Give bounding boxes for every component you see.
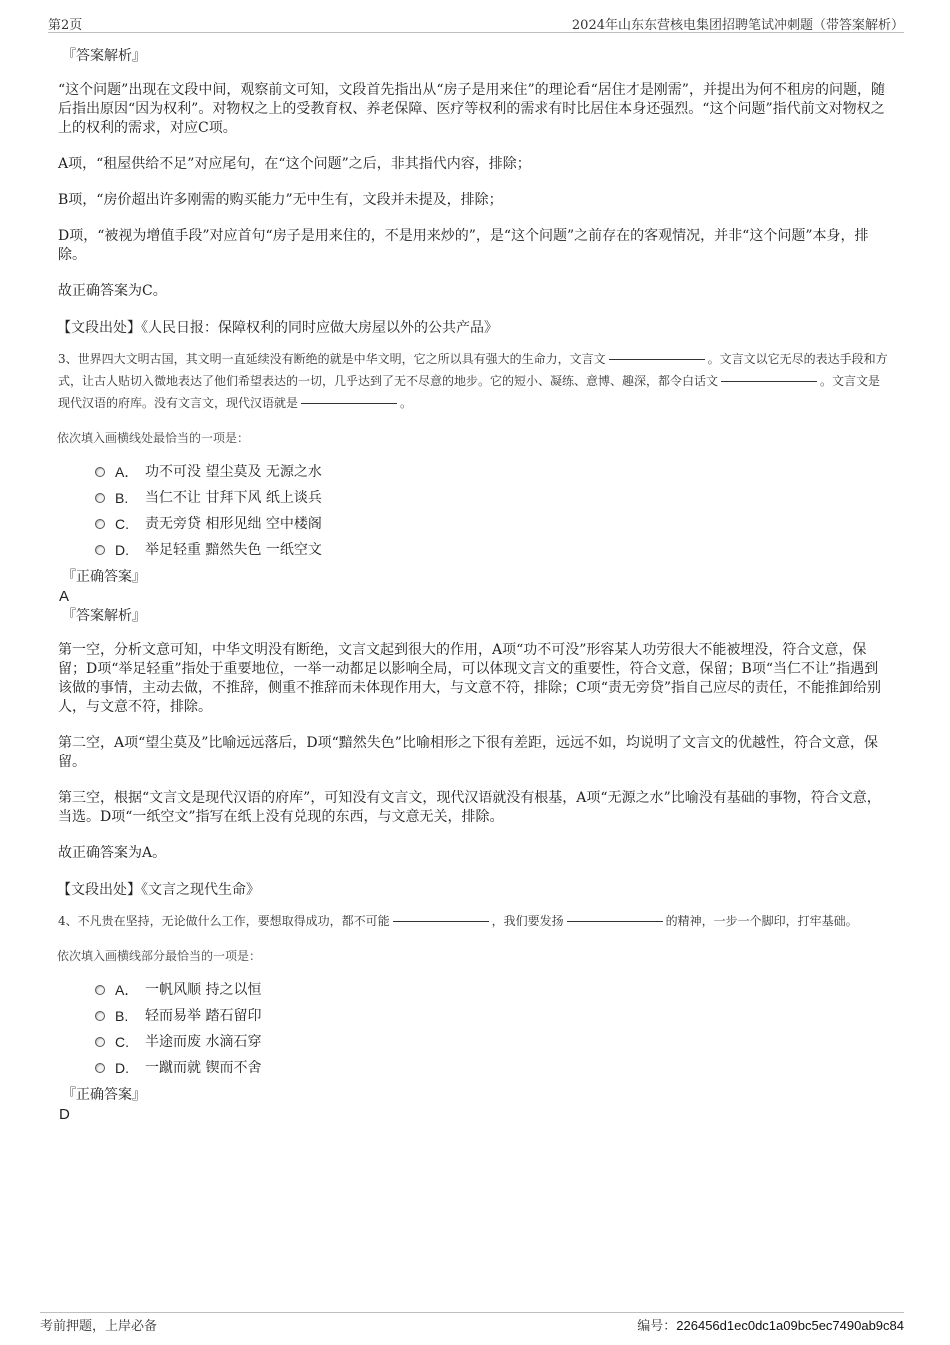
radio-button[interactable] — [95, 545, 105, 555]
radio-button[interactable] — [95, 985, 105, 995]
analysis-paragraph: 故正确答案为A。 — [58, 845, 167, 861]
option-c[interactable]: C. 责无旁贷 相形见绌 空中楼阁 — [95, 511, 892, 537]
option-a[interactable]: A． 一帆风顺 持之以恒 — [95, 977, 892, 1003]
text-source: 【文段出处】《人民日报：保障权利的同时应做大房屋以外的公共产品》 — [57, 320, 498, 336]
radio-button[interactable] — [95, 1037, 105, 1047]
analysis-label: 『答案解析』 — [62, 48, 146, 64]
question-4-text: 4、不凡贵在坚持，无论做什么工作，要想取得成功，都不可能 ，我们要发扬 的精神，一步一个脚印，打牢基础。 — [58, 914, 858, 928]
analysis-paragraph: 故正确答案为C。 — [58, 283, 167, 299]
page-footer — [40, 1312, 904, 1334]
radio-button[interactable] — [95, 519, 105, 529]
option-d[interactable]: D. 一蹴而就 锲而不舍 — [95, 1055, 892, 1081]
option-a[interactable]: A． 功不可没 望尘莫及 无源之水 — [95, 459, 892, 485]
analysis-paragraph: A项，“租屋供给不足”对应尾句，在“这个问题”之后，非其指代内容，排除； — [58, 156, 531, 172]
option-b[interactable]: B. 当仁不让 甘拜下风 纸上谈兵 — [95, 485, 892, 511]
radio-button[interactable] — [95, 1011, 105, 1021]
question-4-prompt: 依次填入画横线部分最恰当的一项是： — [57, 949, 262, 963]
option-b[interactable]: B. 轻而易举 踏石留印 — [95, 1003, 892, 1029]
option-d[interactable]: D. 举足轻重 黯然失色 一纸空文 — [95, 537, 892, 563]
radio-button[interactable] — [95, 467, 105, 477]
analysis-label: 『答案解析』 — [62, 608, 146, 624]
fill-blank — [393, 920, 489, 922]
page-number: 第2页 — [48, 18, 83, 33]
correct-answer-label: 『正确答案』 — [62, 1087, 146, 1103]
fill-blank — [609, 358, 705, 360]
question-3-prompt: 依次填入画横线处最恰当的一项是： — [57, 431, 250, 445]
option-c[interactable]: C. 半途而废 水滴石穿 — [95, 1029, 892, 1055]
document-title: 2024年山东东营核电集团招聘笔试冲刺题（带答案解析） — [571, 18, 904, 33]
fill-blank — [301, 402, 397, 404]
fill-blank — [721, 380, 817, 382]
question-3-options — [57, 459, 892, 563]
document-id: 编号：226456d1ec0dc1a09bc5ec7490ab9c84 — [637, 1318, 904, 1334]
radio-button[interactable] — [95, 1063, 105, 1073]
question-4-options — [57, 977, 892, 1081]
correct-answer-label: 『正确答案』 — [62, 569, 146, 585]
correct-answer: D — [59, 1106, 70, 1123]
text-source: 【文段出处】《文言之现代生命》 — [57, 882, 260, 898]
page-content — [57, 46, 892, 1124]
fill-blank — [567, 920, 663, 922]
analysis-paragraph: 第二空，A项“望尘莫及”比喻远远落后，D项“黯然失色”比喻相形之下很有差距，远远不如，均说明了文言文的优越性，符合文意，保留。 — [58, 735, 878, 770]
analysis-paragraph: D项，“被视为增值手段”对应首句“房子是用来住的，不是用来炒的”，是“这个问题”之前存在的客观情况，并非“这个问题”本身，排除。 — [58, 228, 869, 263]
analysis-paragraph: 第三空，根据“文言文是现代汉语的府库”，可知没有文言文，现代汉语就没有根基，A项“无源之水”比喻没有基础的事物，符合文意，当选。D项“一纸空文”指写在纸上没有兑现的东西，与文意无关，排除。 — [58, 790, 881, 825]
question-3-text: 3、世界四大文明古国，其文明一直延续没有断绝的就是中华文明，它之所以具有强大的生命力，文言文 。文言文以它无尽的表达手段和方式，让古人贴切入微地表达了他们希望表达的一切，几乎达到了无不尽意的地步。它的短小、凝练、意博、趣深，都令白话文 。文言文是现代汉语的府库。没有文言文，现代汉语就是 。 — [58, 352, 888, 410]
page-header — [48, 13, 904, 33]
footer-slogan: 考前押题，上岸必备 — [40, 1319, 158, 1334]
analysis-paragraph: B项，“房价超出许多刚需的购买能力”无中生有，文段并未提及，排除； — [58, 192, 503, 208]
correct-answer: A — [59, 588, 70, 605]
analysis-paragraph: 第一空，分析文意可知，中华文明没有断绝，文言文起到很大的作用，A项“功不可没”形容某人功劳很大不能被埋没，符合文意，保留；D项“举足轻重”指处于重要地位，一举一动都足以影响全局，可以体现文言文的重要性，符合文意，保留；B项“当仁不让”指遇到该做的事情，主动去做，不推辞，侧重不推辞而未体现作用大，与文意不符，排除；C项“责无旁贷”指自己应尽的责任，不能推卸给别人，与文意不符，排除。 — [58, 642, 882, 715]
radio-button[interactable] — [95, 493, 105, 503]
analysis-paragraph: “这个问题”出现在文段中间，观察前文可知，文段首先指出从“房子是用来住”的理论看“居住才是刚需”，并提出为何不租房的问题，随后指出原因“因为权利”。对物权之上的受教育权、养老保障、医疗等权利的需求有时比居住本身还强烈。“这个问题”指代前文对物权之上的权利的需求，对应C项。 — [58, 82, 885, 136]
